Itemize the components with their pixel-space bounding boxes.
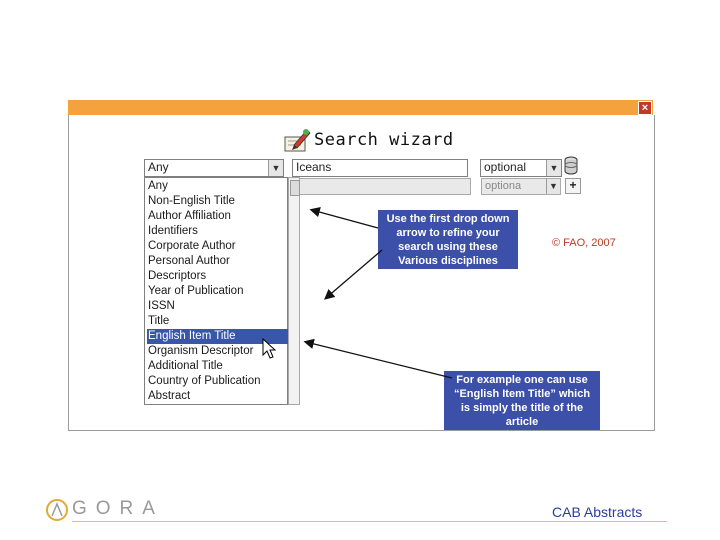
dropdown-option[interactable]: Descriptors [148,270,207,282]
dropdown-option[interactable]: Identifiers [148,225,198,237]
dropdown-option[interactable]: Title [148,315,170,327]
arrow-to-list-top [312,210,378,228]
close-icon[interactable]: × [638,101,652,115]
plus-icon[interactable]: + [565,178,581,194]
dropdown-arrow-icon[interactable]: ▼ [268,160,283,176]
dropdown-option[interactable]: Abstract [148,390,191,402]
search-term-value: Iceans [296,160,332,174]
dropdown-option[interactable]: Additional Title [148,360,223,372]
arrow-to-list-middle [326,250,382,298]
dropdown-option[interactable]: Country of Publication [148,375,261,387]
footer-title: CAB Abstracts [552,504,643,520]
dropdown-option[interactable]: Organism Descriptor [148,345,254,357]
copyright-notice: © FAO, 2007 [552,237,616,249]
dropdown-option[interactable]: Author Affiliation [148,210,231,222]
dropdown-arrow-icon[interactable]: ▼ [546,179,560,194]
optional-select-2-value: optiona [485,180,522,192]
arrow-to-selected-option [306,342,452,378]
dropdown-option[interactable]: English Item Title [147,329,288,344]
dropdown-arrow-icon[interactable]: ▼ [546,160,561,176]
optional-select-value: optional [484,160,527,174]
dropdown-option[interactable]: Non-English Title [148,195,235,207]
dropdown-option[interactable]: Corporate Author [148,240,236,252]
footer-divider [72,521,667,522]
dropdown-option[interactable]: Any [148,180,168,192]
dropdown-option[interactable]: Personal Author [148,255,230,267]
callout-english-item-title: For example one can use “English Item Title” which is simply the title of the article [444,371,600,430]
wizard-title: Search wizard [314,130,454,150]
dropdown-option[interactable]: Year of Publication [148,285,244,297]
callout-first-dropdown: Use the first drop down arrow to refine your search using these Various disciplines [378,210,518,269]
agora-logo-text: GORA [72,498,164,519]
dropdown-option[interactable]: ISSN [148,300,175,312]
field-select-value: Any [148,160,169,174]
agora-logo-icon [45,498,69,522]
